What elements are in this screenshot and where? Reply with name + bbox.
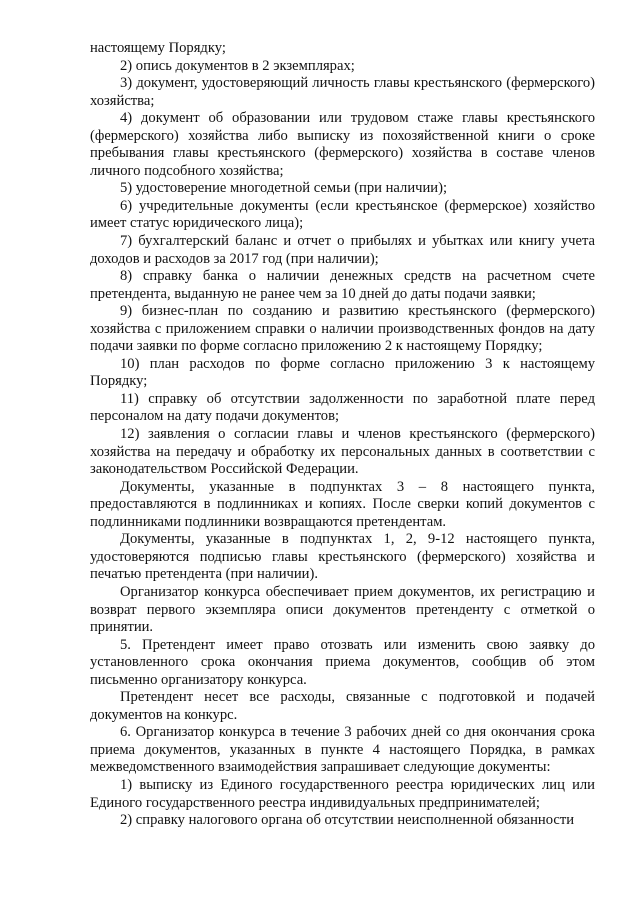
list-item-11-salary-debt-certificate: 11) справку об отсутствии задолженности по заработной плате перед персоналом на дату подачи документов; — [90, 390, 595, 425]
list-item-9-business-plan: 9) бизнес-план по созданию и развитию крестьянского (фермерского) хозяйства с приложением справки о наличии производственных фондов на дату подачи заявки по форме согласно приложению 2 к настоящему Порядку; — [90, 303, 595, 355]
list-item-3-identity-document: 3) документ, удостоверяющий личность главы крестьянского (фермерского) хозяйства; — [90, 75, 595, 109]
section-5-withdraw-application: 5. Претендент имеет право отозвать или изменить свою заявку до установленного срока окончания приема документов, сообщив об этом письменно организатору конкурса. — [90, 636, 595, 688]
list-item-2-inventory: 2) опись документов в 2 экземплярах; — [120, 57, 355, 74]
paragraph-signature-certification: Документы, указанные в подпунктах 1, 2, 9-12 настоящего пункта, удостоверяются подписью главы крестьянского (фермерского) хозяйства и печатью претендента (при наличии). — [90, 531, 595, 583]
list-item-6-founding-documents: 6) учредительные документы (если крестьянское (фермерское) хозяйство имеет статус юридического лица); — [90, 197, 595, 232]
list-item-5-large-family-certificate: 5) удостоверение многодетной семьи (при наличии); — [120, 180, 448, 197]
section-6-interagency-request: 6. Организатор конкурса в течение 3 рабочих дней со дня окончания срока приема документов, указанных в пункте 4 настоящего Порядка, в рамках межведомственного взаимодействия запрашивает следующие документы: — [90, 724, 595, 776]
request-item-2-tax-certificate: 2) справку налогового органа об отсутствии неисполненной обязанности — [120, 812, 575, 829]
paragraph-originals-and-copies: Документы, указанные в подпунктах 3 – 8 настоящего пункта, предоставляются в подлинниках и копиях. После сверки копий документов с подлинниками подлинники возвращаются претендентам. — [90, 478, 595, 530]
list-item-7-balance-sheet: 7) бухгалтерский баланс и отчет о прибылях и убытках или книгу учета доходов и расходов за 2017 год (при наличии); — [90, 233, 595, 267]
paragraph-organizer-acceptance: Организатор конкурса обеспечивает прием документов, их регистрацию и возврат первого экземпляра описи документов претенденту с отметкой о принятии. — [90, 583, 595, 636]
paragraph-applicant-expenses: Претендент несет все расходы, связанные с подготовкой и подачей документов на конкурс. — [90, 689, 595, 723]
list-item-4-education-document: 4) документ об образовании или трудовом стаже главы крестьянского (фермерского) хозяйства либо выписку из похозяйственной книги о сроке пребывания главы крестьянского (фермерского) хозяйства в составе членов личного подсобного хозяйства; — [90, 110, 595, 179]
paragraph-continuation: настоящему Порядку; — [90, 40, 226, 56]
list-item-8-bank-statement: 8) справку банка о наличии денежных средств на расчетном счете претендента, выданную не ранее чем за 10 дней до даты подачи заявки; — [90, 268, 595, 302]
request-item-1-registry-extract: 1) выписку из Единого государственного реестра юридических лиц или Единого государственного реестра индивидуальных предпринимателей; — [90, 776, 595, 811]
list-item-10-expense-plan: 10) план расходов по форме согласно приложению 3 к настоящему Порядку; — [90, 355, 595, 390]
list-item-12-personal-data-consent: 12) заявления о согласии главы и членов крестьянского (фермерского) хозяйства на передачу и обработку их персональных данных в соответствии с законодательством Российской Федерации. — [90, 426, 595, 478]
document-body — [90, 40, 595, 830]
